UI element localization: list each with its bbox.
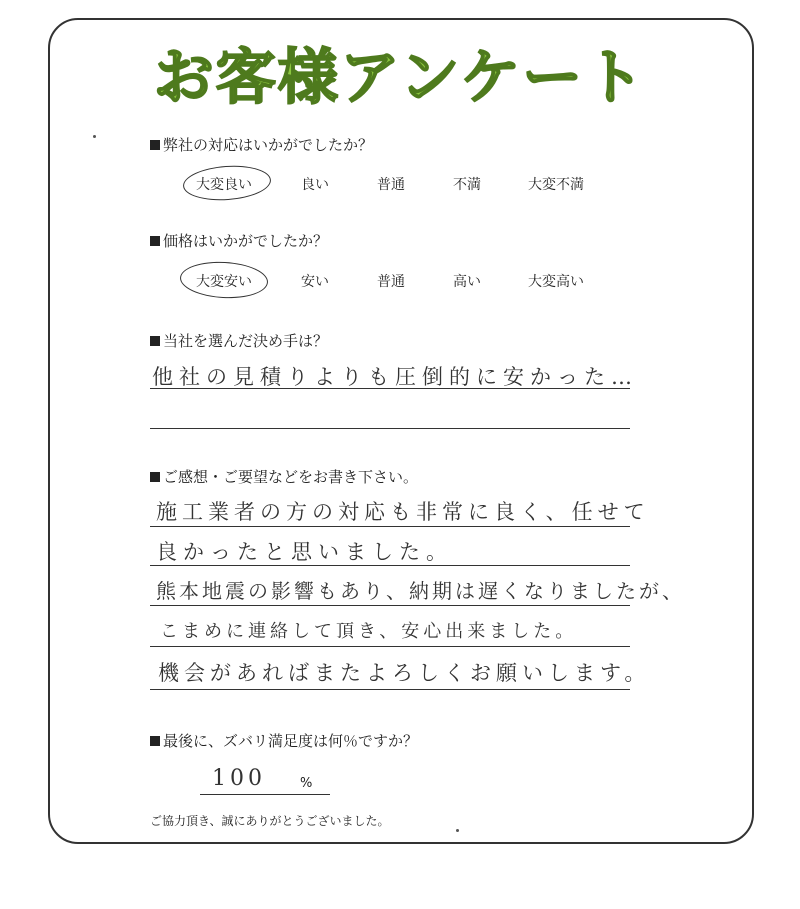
question-service-label: 弊社の対応はいかがでしたか？ bbox=[163, 136, 374, 154]
reason-answer-line-1: 他社の見積りよりも圧倒的に安かった… bbox=[152, 365, 638, 389]
answer-line bbox=[150, 388, 630, 389]
question-price bbox=[150, 230, 328, 251]
comment-line-5: 機会があればまたよろしくお願いします。 bbox=[158, 661, 651, 685]
survey-title: お客様アンケート bbox=[153, 43, 647, 113]
q1-option-normal[interactable]: 普通 bbox=[377, 177, 405, 193]
answer-line bbox=[150, 526, 630, 527]
question-comments-label: ご感想・ご要望などをお書き下さい。 bbox=[163, 468, 419, 486]
q1-option-very-good[interactable]: 大変良い bbox=[196, 177, 252, 193]
comment-line-1: 施工業者の方の対応も非常に良く、任せて bbox=[156, 500, 650, 524]
q2-option-expensive[interactable]: 高い bbox=[453, 274, 481, 290]
bullet-square-icon bbox=[150, 736, 160, 746]
scan-speck bbox=[93, 135, 96, 138]
q1-option-good[interactable]: 良い bbox=[301, 177, 329, 193]
question-service bbox=[150, 134, 373, 155]
comment-line-4: こまめに連絡して頂き、安心出来ました。 bbox=[160, 621, 578, 642]
question-comments bbox=[150, 466, 418, 487]
answer-line bbox=[150, 428, 630, 429]
q2-option-very-expensive[interactable]: 大変高い bbox=[528, 274, 584, 290]
percent-unit: % bbox=[300, 776, 313, 791]
scan-speck bbox=[456, 829, 459, 832]
comment-line-3: 熊本地震の影響もあり、納期は遅くなりましたが、 bbox=[156, 579, 685, 603]
bullet-square-icon bbox=[150, 472, 160, 482]
comment-line-2: 良かったと思いました。 bbox=[156, 540, 453, 564]
answer-line bbox=[150, 605, 630, 606]
question-satisfaction-label: 最後に、ズバリ満足度は何％ですか？ bbox=[163, 732, 419, 750]
question-reason-label: 当社を選んだ決め手は？ bbox=[163, 332, 329, 350]
q1-option-very-dissatisfied[interactable]: 大変不満 bbox=[528, 177, 584, 193]
answer-line bbox=[150, 565, 630, 566]
bullet-square-icon bbox=[150, 236, 160, 246]
satisfaction-underline bbox=[200, 794, 330, 795]
question-price-label: 価格はいかがでしたか？ bbox=[163, 232, 329, 250]
satisfaction-value: 100 bbox=[212, 766, 266, 791]
question-reason bbox=[150, 330, 328, 351]
footer-thanks: ご協力頂き、誠にありがとうございました。 bbox=[150, 814, 390, 828]
bullet-square-icon bbox=[150, 336, 160, 346]
q2-option-normal[interactable]: 普通 bbox=[377, 274, 405, 290]
question-satisfaction bbox=[150, 730, 418, 751]
answer-line bbox=[150, 689, 630, 690]
q1-option-dissatisfied[interactable]: 不満 bbox=[453, 177, 481, 193]
q2-option-cheap[interactable]: 安い bbox=[301, 274, 329, 290]
answer-line bbox=[150, 646, 630, 647]
q2-option-very-cheap[interactable]: 大変安い bbox=[196, 274, 252, 290]
bullet-square-icon bbox=[150, 140, 160, 150]
